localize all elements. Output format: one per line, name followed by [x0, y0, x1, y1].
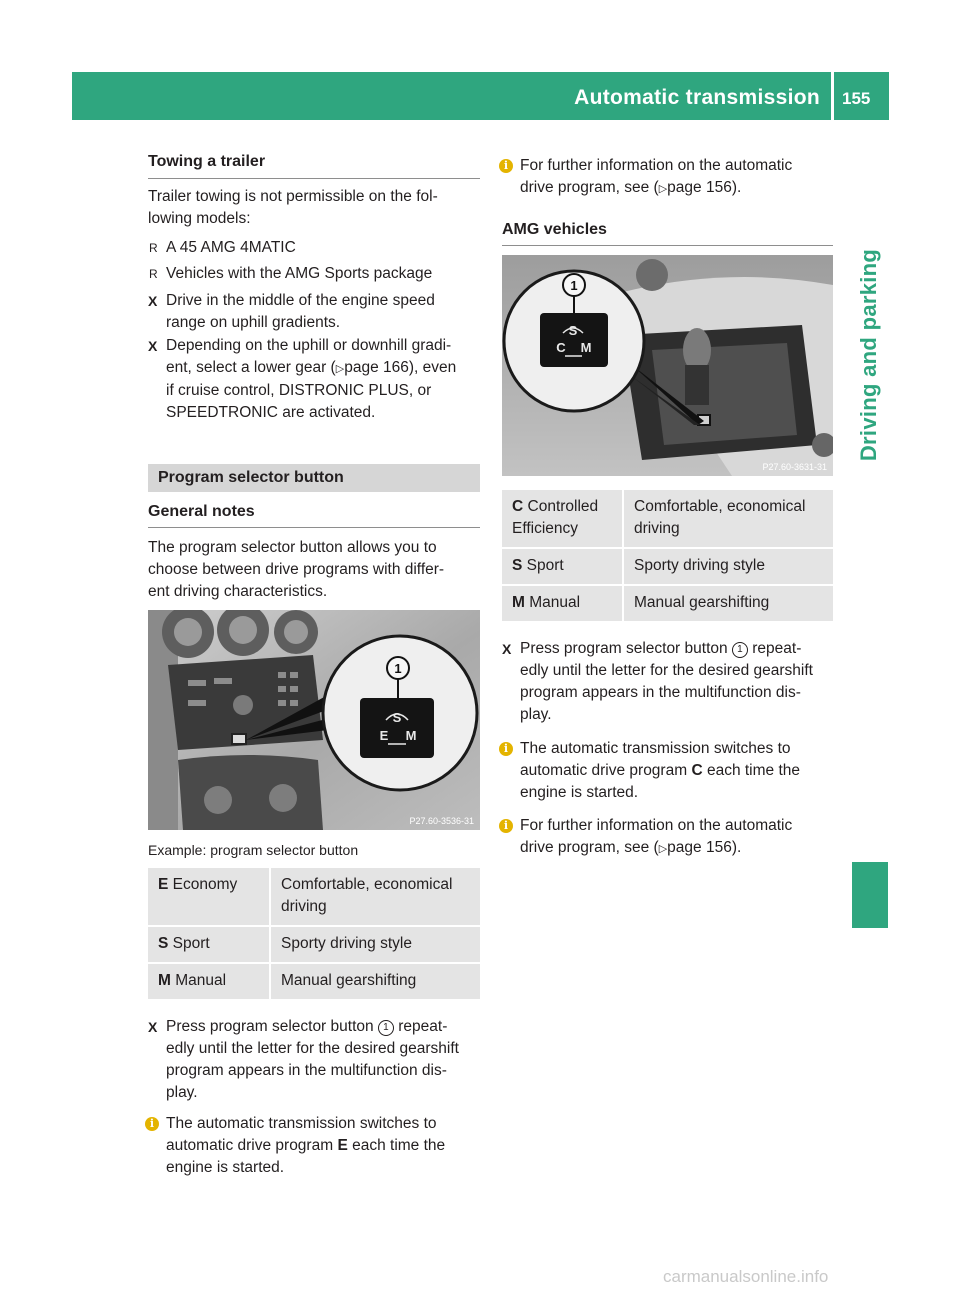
step-line: Drive in the middle of the engine speed	[166, 292, 435, 309]
table-row	[148, 927, 480, 964]
step-mark: X	[148, 1019, 158, 1035]
button-glyph-right: M	[580, 340, 592, 355]
table-cell-description: Sporty driving style	[624, 549, 833, 586]
step-line	[166, 1016, 459, 1038]
general-line: The program selector button allows you to	[148, 539, 437, 556]
note-text: drive program, see (	[520, 179, 659, 196]
table-row	[148, 868, 480, 927]
info-icon: i	[499, 159, 513, 173]
program-letter: S	[512, 557, 523, 574]
note-line	[520, 177, 792, 200]
step-line: if cruise control, DISTRONIC PLUS, or	[166, 382, 432, 399]
button-glyph-top: S	[568, 323, 578, 338]
program-description: driving	[281, 898, 327, 915]
table-row	[502, 490, 833, 549]
table-row	[502, 586, 833, 623]
step-line: play.	[520, 706, 552, 723]
program-table-right	[502, 490, 833, 623]
page-ref-icon: ▷	[658, 183, 668, 195]
page-ref-icon: ▷	[335, 363, 345, 375]
towing-intro-line2: lowing models:	[148, 210, 251, 227]
program-name: Controlled	[527, 498, 599, 515]
program-description: Comfortable, economical	[634, 498, 806, 515]
towing-rule	[148, 178, 480, 179]
note-line: For further information on the automatic	[520, 817, 793, 834]
program-description: driving	[634, 520, 680, 537]
button-glyph-right: M	[405, 728, 417, 743]
page-ref-link[interactable]: page 156).	[667, 179, 742, 196]
note-text: each time the	[352, 1137, 446, 1154]
program-name: Manual	[529, 594, 581, 611]
info-note	[149, 1113, 446, 1179]
table-cell-description: Manual gearshifting	[624, 586, 833, 623]
step-item	[148, 290, 435, 334]
general-notes-heading: General notes	[148, 503, 255, 520]
table-cell-program	[502, 549, 624, 586]
note-line	[166, 1135, 445, 1157]
page-ref-link[interactable]: page 166), even	[344, 359, 457, 376]
step-mark: X	[502, 641, 512, 657]
list-item	[149, 237, 296, 259]
info-icon: i	[499, 742, 513, 756]
step-text: Press program selector button	[520, 640, 728, 657]
towing-heading: Towing a trailer	[148, 153, 266, 170]
amg-selector-photo	[502, 255, 833, 476]
bullet-mark: R	[149, 241, 158, 255]
step-mark: X	[148, 293, 158, 309]
step-text: repeat-	[752, 640, 802, 657]
info-note	[503, 738, 801, 804]
section-bar-title: Program selector button	[158, 469, 344, 486]
table-cell-program	[148, 927, 271, 964]
header-separator	[831, 72, 834, 120]
program-name: Sport	[172, 935, 210, 952]
general-rule	[148, 527, 480, 528]
table-cell-description: Manual gearshifting	[271, 964, 480, 1001]
watermark: carmanualsonline.info	[663, 1267, 829, 1286]
program-name: Efficiency	[512, 520, 579, 537]
note-line: For further information on the automatic	[520, 157, 793, 174]
page-ref-icon: ▷	[658, 843, 668, 855]
note-text: automatic drive program	[166, 1137, 334, 1154]
note-text: each time the	[706, 762, 801, 779]
step-text: repeat-	[398, 1018, 448, 1035]
step-item	[148, 1016, 459, 1104]
page-ref-link[interactable]: page 156).	[667, 839, 742, 856]
step-line: program appears in the multifunction dis-	[520, 684, 801, 701]
side-tab-marker	[852, 862, 888, 928]
program-letter: C	[512, 498, 524, 515]
step-item	[148, 335, 457, 424]
step-line: edly until the letter for the desired gearshift	[166, 1040, 459, 1057]
info-icon: i	[499, 819, 513, 833]
step-mark: X	[148, 338, 158, 354]
callout-reference: 1	[378, 1020, 394, 1036]
note-line: The automatic transmission switches to	[520, 740, 791, 757]
note-line: engine is started.	[166, 1159, 285, 1176]
page-number: 155	[842, 89, 871, 108]
program-name: Manual	[175, 972, 227, 989]
program-letter: E	[337, 1137, 348, 1154]
button-glyph-top: S	[392, 710, 402, 725]
callout-reference: 1	[732, 642, 748, 658]
bullet-text: Vehicles with the AMG Sports package	[166, 265, 433, 282]
photo-reference: P27.60-3631-31	[762, 462, 827, 472]
note-line	[520, 837, 792, 860]
table-row	[502, 549, 833, 586]
side-tab-label: Driving and parking	[856, 248, 881, 461]
program-selector-photo	[148, 610, 480, 830]
program-table-left	[148, 868, 480, 1001]
button-glyph-left: E	[379, 728, 389, 743]
table-cell-program	[148, 964, 271, 1001]
amg-rule	[502, 245, 833, 246]
program-name: Sport	[526, 557, 564, 574]
step-line	[520, 638, 813, 660]
step-line: Depending on the uphill or downhill gradi-	[166, 337, 452, 354]
button-glyph-left: C	[556, 340, 566, 355]
note-text: automatic drive program	[520, 762, 688, 779]
program-letter: M	[512, 594, 525, 611]
bullet-text: A 45 AMG 4MATIC	[166, 239, 296, 256]
table-cell-description	[271, 868, 480, 927]
photo-caption: Example: program selector button	[148, 842, 359, 858]
photo-callout-number: 1	[394, 661, 402, 676]
table-cell-description: Sporty driving style	[271, 927, 480, 964]
step-text: ent, select a lower gear (	[166, 359, 336, 376]
general-line: choose between drive programs with differ-	[148, 561, 445, 578]
step-item	[502, 638, 813, 726]
program-name: Economy	[172, 876, 238, 893]
photo-reference: P27.60-3536-31	[409, 816, 474, 826]
amg-heading: AMG vehicles	[502, 221, 607, 238]
note-line	[520, 760, 800, 782]
photo-callout-number: 1	[570, 278, 578, 293]
info-note	[503, 815, 793, 860]
table-row	[148, 964, 480, 1001]
program-label	[512, 496, 612, 518]
list-item	[149, 263, 433, 285]
step-line: range on uphill gradients.	[166, 314, 341, 331]
table-cell-program	[148, 868, 271, 927]
note-line: The automatic transmission switches to	[166, 1115, 437, 1132]
program-letter: M	[158, 972, 171, 989]
info-note	[503, 155, 793, 200]
program-letter: C	[691, 762, 703, 779]
table-cell-program	[502, 586, 624, 623]
chapter-title: Automatic transmission	[574, 86, 820, 109]
towing-intro	[148, 186, 438, 230]
step-text: Press program selector button	[166, 1018, 374, 1035]
info-icon: i	[145, 1117, 159, 1131]
program-letter: E	[158, 876, 169, 893]
step-line: SPEEDTRONIC are activated.	[166, 404, 376, 421]
general-line: ent driving characteristics.	[148, 583, 328, 600]
note-line: engine is started.	[520, 784, 639, 801]
general-paragraph	[148, 537, 444, 603]
table-cell-description	[624, 490, 833, 549]
step-line: play.	[166, 1084, 198, 1101]
towing-intro-line1: Trailer towing is not permissible on the fol-	[148, 188, 438, 205]
side-tab	[852, 248, 886, 461]
program-description: Comfortable, economical	[281, 876, 453, 893]
note-text: drive program, see (	[520, 839, 659, 856]
step-line: program appears in the multifunction dis-	[166, 1062, 447, 1079]
program-letter: S	[158, 935, 169, 952]
step-line	[166, 357, 456, 380]
bullet-mark: R	[149, 267, 158, 281]
step-line: edly until the letter for the desired gearshift	[520, 662, 813, 679]
table-cell-program	[502, 490, 624, 549]
